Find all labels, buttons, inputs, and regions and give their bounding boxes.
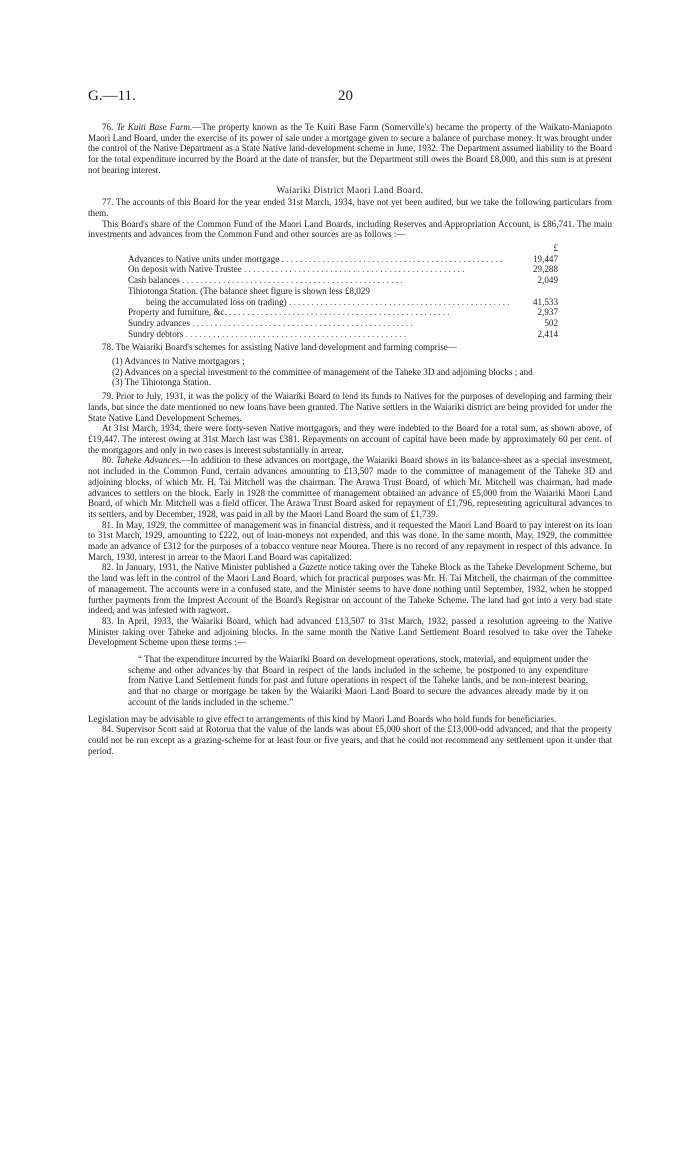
list-item: (1) Advances to Native mortgagors ; <box>112 356 245 367</box>
paragraph-text: —In addition to these advances on mortgage, the Waiariki Board shows in its balance-sheet as a special investment, not included in the Common Fund, certain advances amounting to £13,507 made to the committee of management of the Taheke 3D and adjoining blocks, of which Mr. H. Tai Mitchell was the chairman. The Arawa Trust Board, of which Mr. Mitchell was chairman, had made advances to settlers on the block. Early in 1928 the committee of management obtained an advance of £5,000 from the Waiariki Maori Land Board, of which Mr. Mitchell was a field officer. The Arawa Trust Board asked for repayment of £1,796, representing agricultural advances to its settlers, and by December, 1928, was paid in all by the Maori Land Board the sum of £1,739. <box>88 455 612 519</box>
table-header-row <box>128 243 558 254</box>
row-label: Tihiotonga Station. (The balance sheet figure is shown less £8,029 <box>128 285 370 296</box>
paragraph-heading: Te Kuiti Base Farm. <box>116 122 193 132</box>
section-title: Waiariki District Maori Land Board. <box>276 184 424 195</box>
row-amount: 2,049 <box>537 275 558 286</box>
table-row <box>128 329 558 340</box>
page-body <box>88 122 612 756</box>
paragraph-79: 79. Prior to July, 1931, it was the policy of the Waiariki Board to lend its funds to Natives for the purposes of developing and farming their lands, but since the date mentioned no new loans have been granted. The Native settlers in the Waiariki district are being provided for under the State Native Land Development Schemes. <box>88 391 612 423</box>
row-amount: 502 <box>544 317 558 328</box>
table-row <box>128 254 558 265</box>
table-row <box>128 307 558 318</box>
paragraph-79-continued: At 31st March, 1934, there were forty-seven Native mortgagors, and they were indebted to the Board for a total sum, as shown above, of £19,447. The interest owing at 31st March last was £381. Repayments on account of capital have been made by approximately 60 per cent. of the mortgagors and only in two cases is interest substantially in arrear. <box>88 423 612 455</box>
paragraph-81: 81. In May, 1929, the committee of management was in financial distress, and it requested the Maori Land Board to pay interest on its loan to 31st March, 1929, amounting to £222, out of loan-moneys not expended, and this was done. In the same month, May, 1929, the committee made an advance of £312 for the purposes of a tobacco venture near Mourea. There is no record of any repayment in respect of this advance. In March, 1930, interest in arrear to the Maori Land Board was capitalized. <box>88 519 612 562</box>
row-amount: 29,288 <box>532 264 558 275</box>
page-header <box>88 88 612 108</box>
currency-symbol: £ <box>553 243 558 254</box>
paragraph-77-continued: This Board's share of the Common Fund of the Maori Land Boards, including Reserves and Appropriation Account, is £86,741. The main investments and advances from the Common Fund and other sources are as follows :— <box>88 218 612 240</box>
paragraph-text: —The property known as the Te Kuiti Base Farm (Somerville's) became the property of the Waikato-Maniapoto Maori Land Board, under the exercise of its power of sale under a mortgage given to secure a balance of purchase money. It was brought under the control of the Native Department as a State Native land-development scheme in June, 1932. The Department assumed liability to the Board for the total expenditure incurred by the Board at the date of transfer, but the Department still owes the Board £8,000, and this sum is at present not bearing interest. <box>88 122 612 175</box>
page-number: 20 <box>338 88 353 104</box>
investments-table <box>128 243 558 339</box>
row-label-continued: being the accumulated loss on trading) . . . <box>128 297 516 308</box>
gazette-italic: Gazette <box>298 562 327 573</box>
row-label: Sundry debtors . . . <box>128 329 516 340</box>
row-label: Cash balances . . . <box>128 275 516 286</box>
row-label: Sundry advances . . . <box>128 318 516 329</box>
row-label: On deposit with Native Trustee . . . <box>128 264 516 275</box>
paragraph-82 <box>88 562 612 616</box>
paragraph-80 <box>88 455 612 519</box>
report-reference: G.—11. <box>88 88 136 104</box>
paragraph-76 <box>88 122 612 176</box>
row-amount: 2,937 <box>537 307 558 318</box>
paragraph-84: 84. Supervisor Scott said at Rotorua that the value of the lands was about £5,000 short of the £13,000-odd advanced, and that the property could not be run except as a grazing-scheme for at least four or five years, and that he could not recommend any settlement upon it under that period. <box>88 724 612 756</box>
row-amount: 41,533 <box>532 296 558 307</box>
row-amount: 19,447 <box>532 253 558 264</box>
block-quote: “ That the expenditure incurred by the Waiariki Board on development operations, stock, material, and equipment under the scheme and other advances by that Board in respect of the lands included in the scheme, be postponed to any expenditure from Native Land Settlement funds for past and future operations in respect of the Taheke lands, and be non-interest bearing, and that no charge or mortgage be taken by the Waiariki Maori Land Board to secure the advances already made by it on account of the lands included in the scheme.” <box>128 654 588 707</box>
table-row <box>128 286 558 297</box>
paragraph-83: 83. In April, 1933, the Waiariki Board, which had advanced £13,507 to 31st March, 1932, passed a resolution agreeing to the Native Minister taking over Taheke and adjoining blocks. In the same month the Native Land Settlement Board resolved to take over the Taheke Development Scheme upon these terms :— <box>88 615 612 648</box>
paragraph-heading: Taheke Advances. <box>116 455 182 466</box>
paragraph-77: 77. The accounts of this Board for the year ended 31st March, 1934, have not yet been audited, but we take the following particulars from them. <box>88 197 612 218</box>
paragraph-number: 76. <box>102 122 117 132</box>
row-amount: 2,414 <box>537 328 558 339</box>
table-row <box>128 275 558 286</box>
row-label: Advances to Native units under mortgage . . . <box>128 254 516 265</box>
paragraph-text: 82. In January, 1931, the Native Minister published a <box>102 562 299 573</box>
list-item: (3) The Tihiotonga Station. <box>112 377 211 388</box>
list-item: (2) Advances on a special investment to the committee of management of the Taheke 3D and adjoining blocks ; and <box>112 366 533 377</box>
table-row-continued <box>128 297 558 308</box>
paragraph-text: notice taking over the Taheke Block as the Taheke Development Scheme, but the land was left in the control of the Maori Land Board, which for practical purposes was Mr. H. Tai Mitchell, the chairman of the committee of management. The accounts were in a confused state, and the Minister seems to have done nothing until September, 1932, when he stopped further payments from the Imprest Account of the Board's Registrar on account of the Taheke Scheme. The land had got into a very bad state indeed, and was infested with ragwort. <box>88 562 612 616</box>
table-row <box>128 318 558 329</box>
row-label: Property and furniture, &c. . . . <box>128 307 516 318</box>
table-row <box>128 264 558 275</box>
paragraph-78: 78. The Waiariki Board's schemes for assisting Native land development and farming comprise— <box>102 342 457 353</box>
schemes-list <box>112 356 612 388</box>
paragraph-number: 80. <box>102 455 117 466</box>
paragraph-83-continued: Legislation may be advisable to give effect to arrangements of this kind by Maori Land Boards who hold funds for beneficiaries. <box>88 713 557 724</box>
